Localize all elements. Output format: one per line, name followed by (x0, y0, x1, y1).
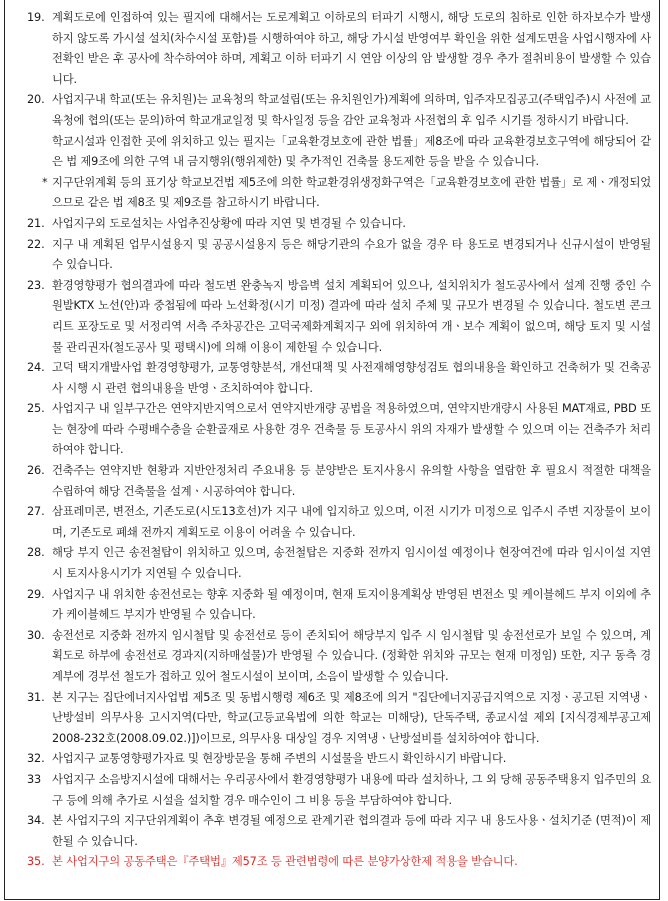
item-text: 고덕 택지개발사업 환경영향평가, 교통영향분석, 개선대책 및 사전재해영향성검토 협의내용을 확인하고 건축허가 및 건축공사 시행 시 관련 협의내용을 반영ㆍ조치하여야 합니다. (52, 361, 651, 395)
note-asterisk: * (42, 175, 48, 189)
list-item (5, 688, 661, 750)
item-number: 32. (27, 752, 45, 766)
item-number: 27. (27, 505, 45, 519)
item-text: 사업지구내 학교(또는 유치원)는 교육청의 학교설립(또는 유치원인가)계획에 의하며, 입주자모집공고(주택입주)시 사전에 교육청에 협의(또는 문의)하여 학교개교일정 및 학사일정 등을 감안 교육청과 사전협의 후 입주 시기를 정하시기 바랍니다. (52, 93, 651, 127)
document-frame (4, 0, 660, 900)
list-item (5, 626, 661, 688)
item-text: 본 지구는 집단에너지사업법 제5조 및 동법시행령 제6조 및 제8조에 의거 "집단에너지공급지역으로 지정ㆍ공고된 지역냉ㆍ난방설비 의무사용 고시지역(다만, 학교(고등교육법에 의한 학교는 미해당), 단독주택, 종교시설 제외 [지식경제부공고제2008-232호(2008.09.02.)])이므로, 의무사용 대상일 경우 지역냉ㆍ난방설비를 설치하여야 합니다. (52, 690, 651, 745)
list-item (5, 276, 661, 358)
notice-list (5, 8, 661, 873)
list-item (5, 585, 661, 626)
item-number: 23. (27, 278, 45, 292)
list-item (5, 461, 661, 502)
list-item (5, 235, 661, 276)
list-item (5, 358, 661, 399)
item-number: 25. (27, 402, 45, 416)
list-item (5, 502, 661, 543)
item-text: 사업지구 교통영향평가자료 및 현장방문을 통해 주변의 시설물을 반드시 확인하시기 바랍니다. (52, 752, 507, 766)
item-text: 해당 부지 인근 송전철탑이 위치하고 있으며, 송전철탑은 지중화 전까지 임시이설 예정이나 현장여건에 따라 임시이설 지연시 토지사용시기가 지연될 수 있습니다. (52, 546, 651, 581)
item-number: 33 (27, 772, 42, 786)
list-item (5, 399, 661, 461)
list-item (5, 214, 661, 235)
list-item (5, 8, 661, 90)
item-number: 29. (27, 587, 45, 601)
list-item (5, 749, 661, 770)
list-item-note (5, 173, 661, 214)
item-number: 35. (27, 855, 45, 869)
item-text: 송전선로 지중화 전까지 임시철탑 및 송전선로 등이 존치되어 해당부지 입주 시 임시철탑 및 송전선로가 보일 수 있으며, 계획도로 하부에 송전선로 경과지(지하매설물)가 반영될 수 있습니다. (정확한 위치와 규모는 현재 미정임) 또한, 지구 동측 경계부에 경부선 철도가 접하고 있어 철도시설이 보이며, 소음이 발생할 수 있습니다. (52, 628, 651, 683)
item-text: 지구 내 계획된 업무시설용지 및 공공시설용지 등은 해당기관의 수요가 없을 경우 타 용도로 변경되거나 신규시설이 반영될 수 있습니다. (52, 237, 651, 272)
list-item-highlighted (5, 852, 661, 873)
item-number: 26. (27, 464, 45, 478)
item-text: 삼표레미콘, 변전소, 기존도로(시도13호선)가 지구 내에 입지하고 있으며, 이전 시기가 미정으로 입주시 주변 지장물이 보이며, 기존도로 폐쇄 전까지 계획도로 이용이 어려울 수 있습니다. (52, 505, 651, 539)
item-number: 22. (27, 237, 45, 251)
item-text: 지구단위계획 등의 표기상 학교보건법 제5조에 의한 학교환경위생정화구역은「교육환경보호에 관한 법률」로 제ㆍ개정되었으므로 같은 법 제8조 및 제9조를 참고하시기 바랍니다. (52, 175, 651, 210)
item-text: 사업지구 소음방지시설에 대해서는 우리공사에서 환경영향평가 내용에 따라 설치하나, 그 외 당해 공동주택용지 입주민의 요구 등에 의해 추가로 시설을 설치할 경우 매수인이 그 비용 등을 부담하여야 합니다. (52, 772, 651, 807)
item-text: 계획도로에 인접하여 있는 필지에 대해서는 도로계획고 이하로의 터파기 시행시, 해당 도로의 침하로 인한 하자보수가 발생하지 않도록 가시설 설치(차수시설 포함)를 시행하여야 하고, 해당 가시설 반영여부 확인을 위한 설계도면을 사업시행자에 사전확인 받은 후 공사에 착수하여야 하며, 계획고 이하 터파기 시 연암 이상의 암 발생할 경우 추가 절취비용이 발생할 수 있습니다. (52, 11, 651, 86)
list-item (5, 770, 661, 811)
list-item (5, 811, 661, 852)
item-text: 본 사업지구의 공동주택은『주택법』제57조 등 관련법령에 따른 분양가상한제 적용을 받습니다. (52, 855, 518, 869)
item-text: 건축주는 연약지반 현황과 지반안정처리 주요내용 등 분양받은 토지사용시 유의할 사항을 열람한 후 필요시 적절한 대책을 수립하여 해당 건축물을 설계ㆍ시공하여야 합니다. (52, 464, 651, 498)
item-subparagraph: 학교시설과 인접한 곳에 위치하고 있는 필지는「교육환경보호에 관한 법률」제8조에 따라 교육환경보호구역에 해당되어 같은 법 제9조에 의한 구역 내 금지행위(행위제한) 및 추가적인 건축물 용도제한 등을 받을 수 있습니다. (52, 134, 651, 169)
list-item (5, 543, 661, 584)
item-text: 사업지구 내 일부구간은 연약지반지역으로서 연약지반개량 공법을 적용하였으며, 연약지반개량시 사용된 MAT재료, PBD 또는 현장에 따라 수평배수층을 순환골재로 사용한 경우 건축물 등 토공사시 위의 자재가 발생할 수 있으며 이는 건축주가 처리하여야 합니다. (52, 402, 651, 457)
list-item (5, 90, 661, 131)
item-number: 21. (27, 216, 45, 230)
item-text: 본 사업지구의 지구단위계획이 추후 변경될 예정으로 관계기관 협의결과 등에 따라 지구 내 용도사용ㆍ설치기준 (면적)이 제한될 수 있습니다. (52, 814, 651, 848)
item-number: 24. (27, 361, 45, 375)
item-number: 31. (27, 690, 45, 704)
item-text: 사업지구외 도로설치는 사업추진상황에 따라 지연 및 변경될 수 있습니다. (52, 216, 406, 230)
item-number: 20. (27, 93, 45, 107)
item-text: 환경영향평가 협의결과에 따라 철도변 완충녹지 방음벽 설치 계획되어 있으나, 설치위치가 철도공사에서 설계 진행 중인 수원발KTX 노선(안)과 중첩됨에 따라 노선확정(시기 미정) 결과에 따라 설치 주체 및 규모가 변경될 수 있습니다. 철도변 콘크리트 포장도로 및 서정리역 서측 주차공간은 고덕국제화계획지구 외에 위치하여 개ㆍ보수 계획이 없으며, 해당 토지 및 시설물 관리권자(철도공사 및 평택시)에 의해 이용이 제한될 수 있습니다. (52, 278, 651, 354)
item-text: 사업지구 내 위치한 송전선로는 향후 지중화 될 예정이며, 현재 토지이용계획상 반영된 변전소 및 케이블헤드 부지 이외에 추가 케이블헤드 부지가 반영될 수 있습니다. (52, 587, 651, 622)
item-number: 19. (27, 11, 45, 24)
item-number: 34. (27, 814, 45, 828)
item-number: 30. (27, 628, 45, 642)
item-number: 28. (27, 546, 45, 560)
